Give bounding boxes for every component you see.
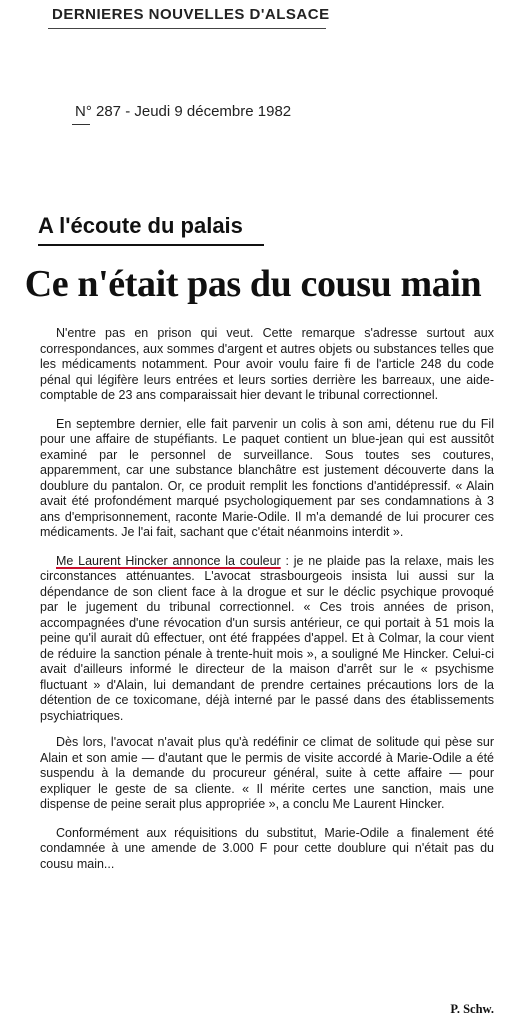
article-body [40,326,494,885]
paragraph-4: Dès lors, l'avocat n'avait plus qu'à redéfinir ce climat de solitude qui pèse sur Alain et son amie — d'autant que le permis de visite accordé à Marie-Odile a été suspendu à la demande du procureur général, suite à cette affaire — pour expliquer le geste de sa cliente. « Il mérite certes une sanction, mais une dispense de peine serait plus appropriée », a conclu Me Laurent Hincker. [40,735,494,811]
paragraph-3-rest: : je ne plaide pas la relaxe, mais les circonstances atténuantes. L'avocat strasbourgeois insista lui aussi sur la dépendance de son client face à la drogue et sur le déclic psychique provoqué par le jugement du tribunal correctionnel. « Ces trois années de prison, accompagnées d'une révocation d'un sursis antérieur, ce qui portait à 51 mois la peine qu'il aurait dû effectuer, ont été frappées d'appel. Et à Colmar, la cour vient de réduire la sanction pénale à trente-huit mois », a souligné Me Hincker. Celui-ci avait d'ailleurs informé le directeur de la maison d'arrêt sur le « psychisme fluctuant » d'Alain, lui demandant de prendre certaines précautions lors de la détention de ce toxicomane, déjà interné par le passé dans des établissements psychiatriques. [40,553,495,723]
issue-line: N° 287 - Jeudi 9 décembre 1982 [75,103,292,120]
issue-rule [72,124,90,125]
headline: Ce n'était pas du cousu main [24,263,482,305]
paragraph-5: Conformément aux réquisitions du substitut, Marie-Odile a finalement été condamnée à une amende de 3.000 F pour cette doublure qui n'était pas du cousu main... [40,825,494,871]
underlined-phrase: Me Laurent Hincker annonce la couleur [56,553,281,568]
paragraph-2: En septembre dernier, elle fait parvenir un colis à son ami, détenu rue du Fil pour une affaire de stupéfiants. Le paquet contient un blue-jean qui est aussitôt examiné par le personnel de surveillance. Sous toutes ses coutures, apparemment, car une substance blanchâtre est justement découverte dans la doublure du pantalon. Or, ce produit remplit les fonctions d'antidépressif. « Alain avait été profondément marqué psychologiquement par ses condamnations à 3 ans d'emprisonnement, raconte Marie-Odile. Il m'a demandé de lui procurer ces médicaments. Je l'ai fait, sachant que c'était néanmoins interdit ». [40,416,494,539]
masthead-rule [48,28,326,29]
masthead: DERNIERES NOUVELLES D'ALSACE [52,6,330,23]
author-signature: P. Schw. [450,1002,494,1016]
paragraph-1: N'entre pas en prison qui veut. Cette remarque s'adresse surtout aux correspondances, aux sommes d'argent et autres objets ou substances telles que les médicaments notamment. Pour avoir voulu faire fi de l'article 248 du code pénal qui légifère leurs entrées et leurs sorties derrière les barreaux, une aide-comptable de 23 ans comparaissait hier devant le tribunal correctionnel. [40,326,494,402]
section-rubric: A l'écoute du palais [38,213,243,238]
rubric-rule [38,244,264,246]
paragraph-3 [40,554,494,725]
